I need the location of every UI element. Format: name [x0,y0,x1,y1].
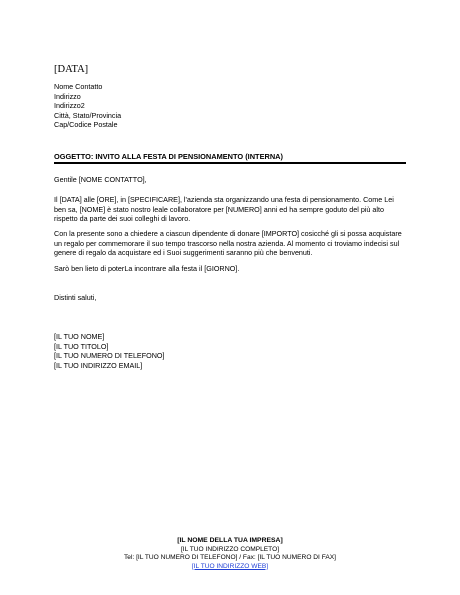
signature-title: [IL TUO TITOLO] [54,341,109,351]
signature-block [54,332,165,370]
signature-name: [IL TUO NOME] [54,332,105,341]
closing: Distinti saluti, [54,293,97,302]
body-paragraph-2: Con la presente sono a chiedere a ciascun dipendente di donare [IMPORTO] cosicché gli si possa acquistare un regalo per commemorare il suo tempo trascorso nella nostra azienda. Al momento ci troviamo indecisi sul genere di regalo da acquistare ed i Suoi suggerimenti saranno più che benvenuti. [54,229,402,258]
address-line-name: Nome Contatto [54,82,103,91]
address-line-city: Città, Stato/Provincia [54,110,122,120]
letter-date: [DATA] [54,64,89,75]
footer-address: [IL TUO INDIRIZZO COMPLETO] [180,545,280,553]
address-line-postal: Cap/Codice Postale [54,120,118,130]
address-line-street: Indirizzo [54,91,81,101]
letterhead-footer [0,537,460,571]
signature-phone: [IL TUO NUMERO DI TELEFONO] [54,351,165,361]
subject-line: OGGETTO: INVITO ALLA FESTA DI PENSIONAMENTO (INTERNA) [54,152,283,161]
subject-divider [54,162,406,164]
footer-web-link[interactable]: [IL TUO INDIRIZZO WEB] [191,562,269,570]
address-line-street2: Indirizzo2 [54,101,85,111]
signature-email: [IL TUO INDIRIZZO EMAIL] [54,360,143,370]
footer-company-name: [IL NOME DELLA TUA IMPRESA] [177,537,283,544]
recipient-address [54,82,121,130]
footer-phone-fax: Tel: [IL TUO NUMERO DI TELEFONO] / Fax: [IL TUO NUMERO DI FAX] [123,554,336,562]
greeting: Gentile [NOME CONTATTO], [54,175,147,184]
body-paragraph-1: Il [DATA] alle [ORE], in [SPECIFICARE], l'azienda sta organizzando una festa di pensionamento. Come Lei ben sa, [NOME] è stato nostro leale collaboratore per [NUMERO] anni ed ha sempre goduto del più alto rispetto da parte dei suoi colleghi di lavoro. [54,195,394,224]
body-paragraph-3: Sarò ben lieto di poterLa incontrare alla festa il [GIORNO]. [54,264,240,273]
